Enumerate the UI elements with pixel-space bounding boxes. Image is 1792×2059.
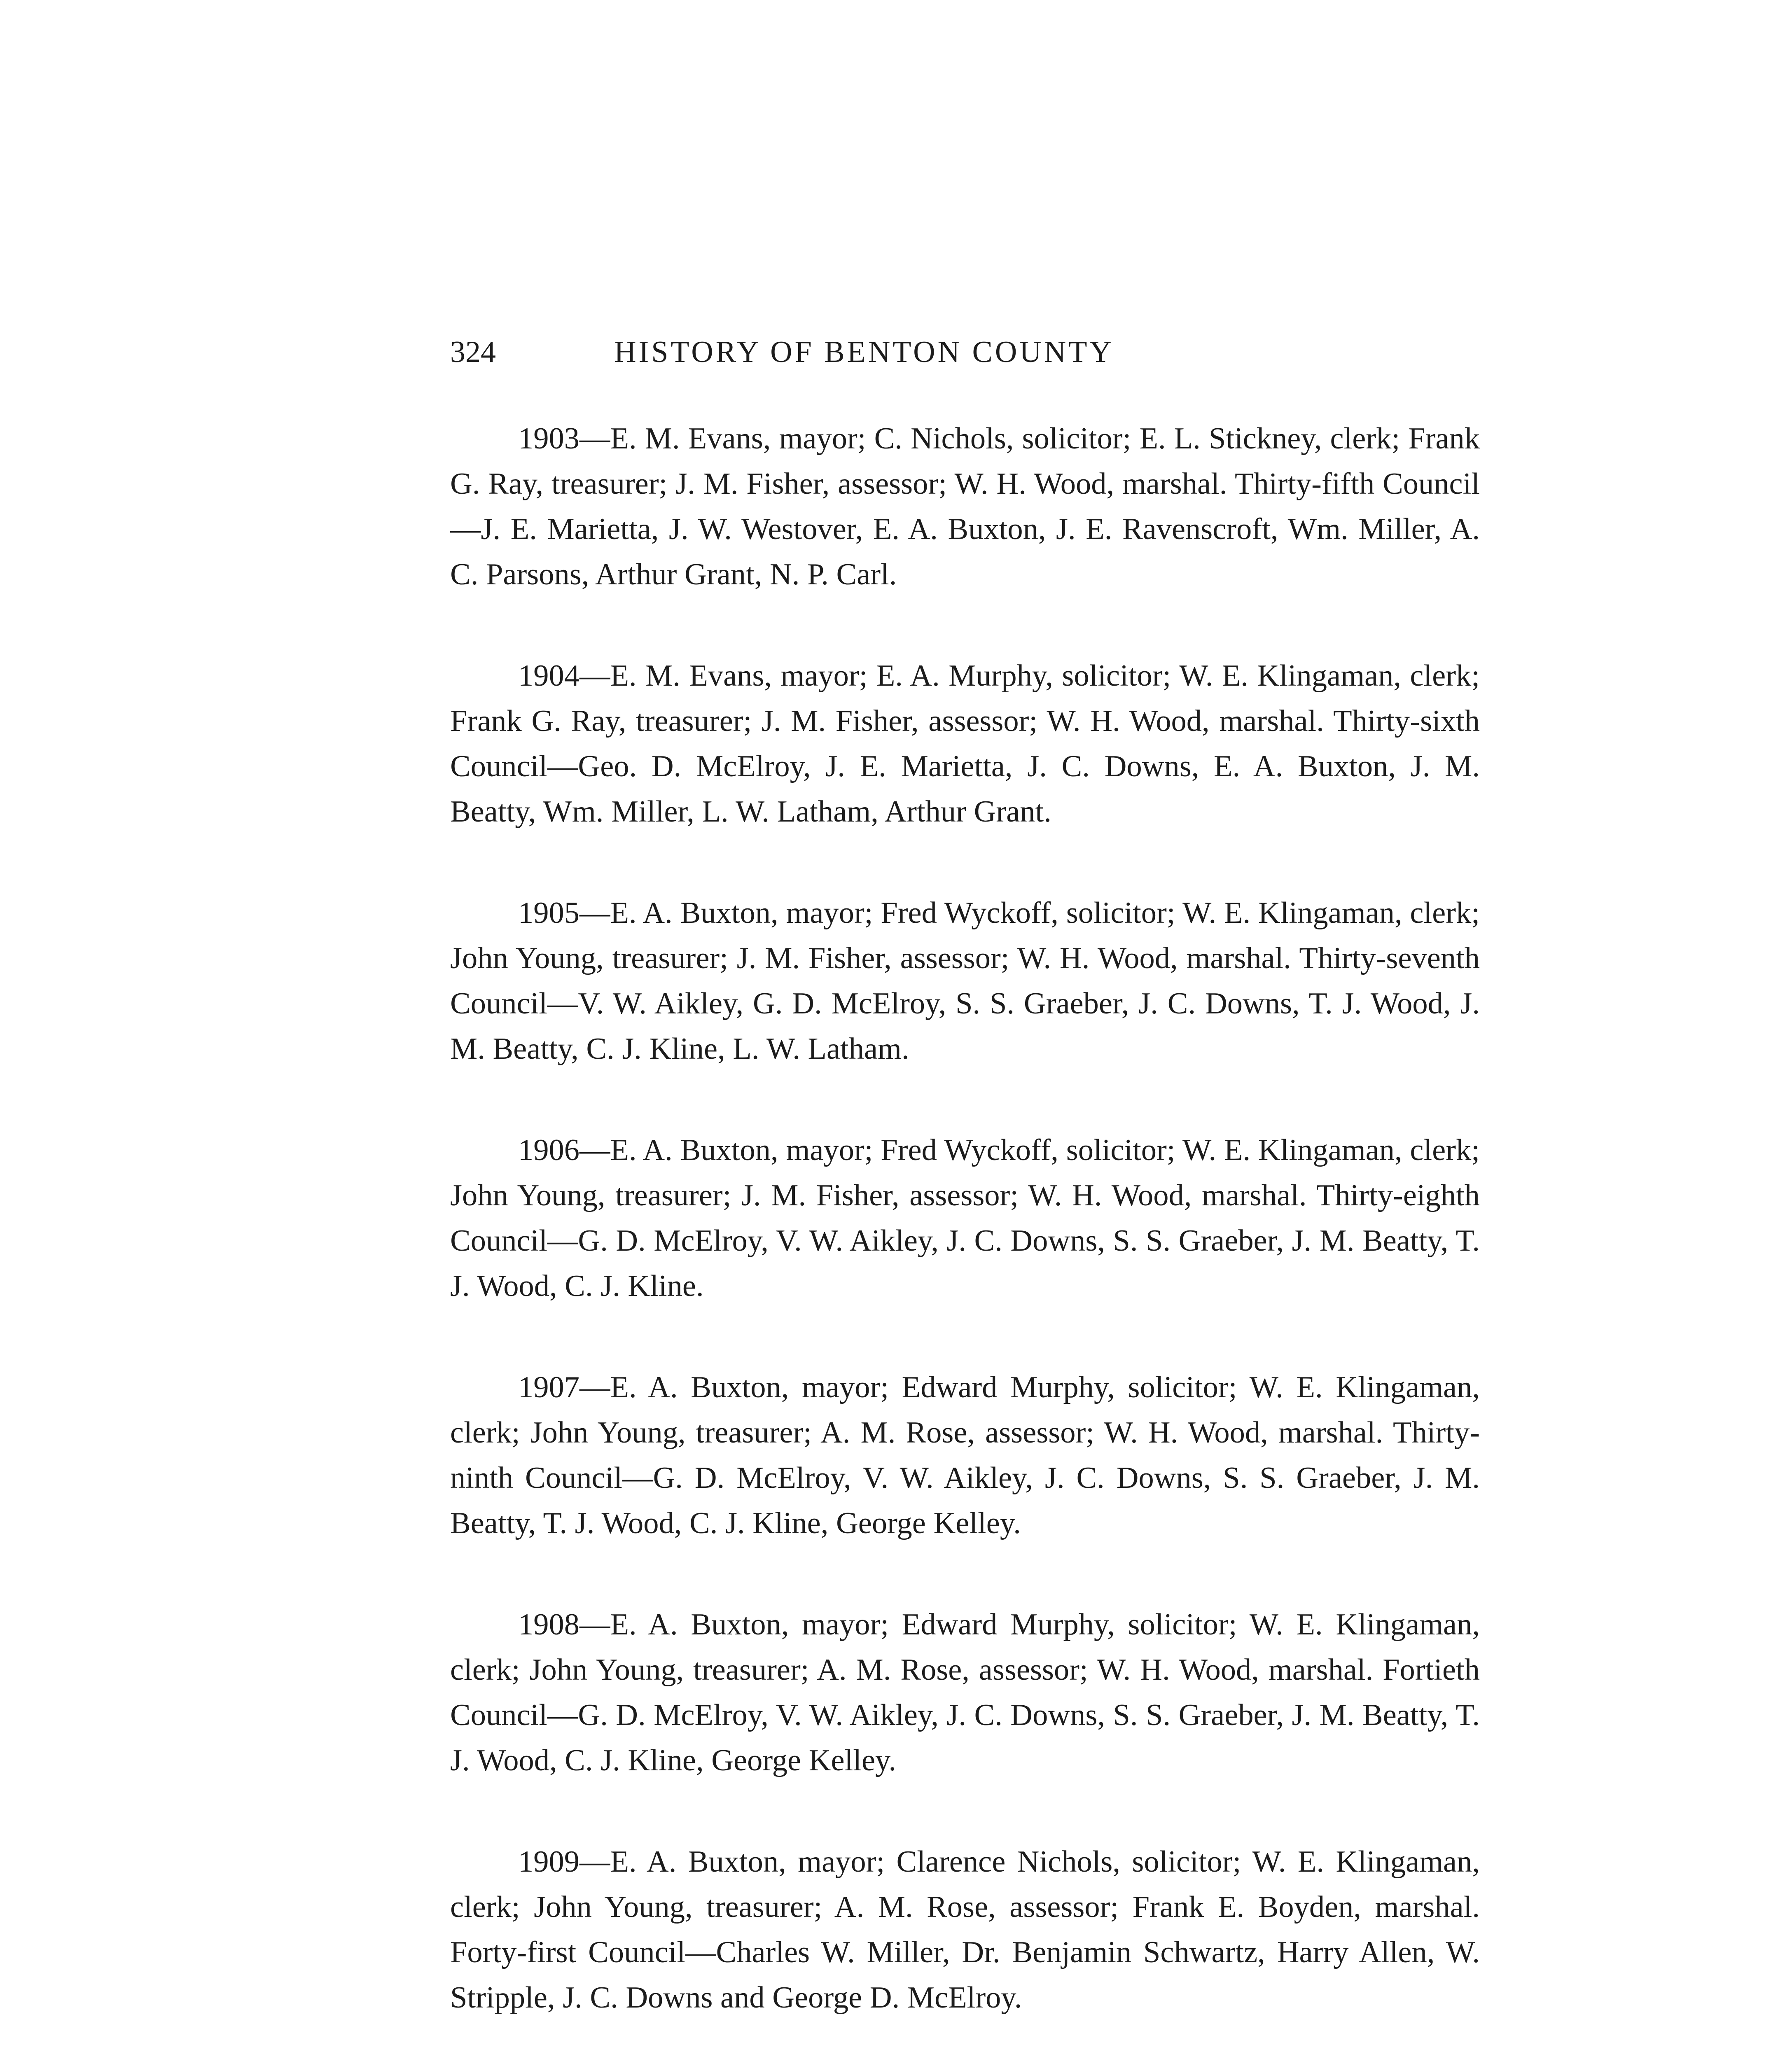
page-number: 324 — [450, 335, 496, 369]
running-head: HISTORY OF BENTON COUNTY — [614, 335, 1114, 369]
entry-1904: 1904—E. M. Evans, mayor; E. A. Murphy, solicitor; W. E. Klingaman, clerk; Frank G. Ray, treasurer; J. M. Fisher, assessor; W. H. Wood, marshal. Thirty-sixth Council—Geo. D. McElroy, J. E. Marietta, J. C. Downs, E. A. Buxton, J. M. Beatty, Wm. Miller, L. W. Latham, Arthur Grant. — [450, 659, 1480, 829]
entry-1905: 1905—E. A. Buxton, mayor; Fred Wyckoff, solicitor; W. E. Klingaman, clerk; John Young, treasurer; J. M. Fisher, assessor; W. H. Wood, marshal. Thirty-seventh Council—V. W. Aikley, G. D. McElroy, S. S. Graeber, J. C. Downs, T. J. Wood, J. M. Beatty, C. J. Kline, L. W. Latham. — [450, 896, 1480, 1066]
entry-1907: 1907—E. A. Buxton, mayor; Edward Murphy, solicitor; W. E. Klingaman, clerk; John Young, treasurer; A. M. Rose, assessor; W. H. Wood, marshal. Thirty-ninth Council—G. D. McElroy, V. W. Aikley, J. C. Downs, S. S. Graeber, J. M. Beatty, T. J. Wood, C. J. Kline, George Kelley. — [450, 1370, 1480, 1540]
page-body — [450, 416, 1480, 2020]
entry-1909: 1909—E. A. Buxton, mayor; Clarence Nichols, solicitor; W. E. Klingaman, clerk; John Young, treasurer; A. M. Rose, assessor; Frank E. Boyden, marshal. Forty-first Council—Charles W. Miller, Dr. Benjamin Schwartz, Harry Allen, W. Stripple, J. C. Downs and George D. McElroy. — [450, 1845, 1480, 2015]
entry-1906: 1906—E. A. Buxton, mayor; Fred Wyckoff, solicitor; W. E. Klingaman, clerk; John Young, treasurer; J. M. Fisher, assessor; W. H. Wood, marshal. Thirty-eighth Council—G. D. McElroy, V. W. Aikley, J. C. Downs, S. S. Graeber, J. M. Beatty, T. J. Wood, C. J. Kline. — [450, 1133, 1480, 1303]
entry-1908: 1908—E. A. Buxton, mayor; Edward Murphy, solicitor; W. E. Klingaman, clerk; John Young, treasurer; A. M. Rose, assessor; W. H. Wood, marshal. Fortieth Council—G. D. McElroy, V. W. Aikley, J. C. Downs, S. S. Graeber, J. M. Beatty, T. J. Wood, C. J. Kline, George Kelley. — [450, 1608, 1480, 1777]
page-header — [450, 329, 1278, 375]
entry-1903: 1903—E. M. Evans, mayor; C. Nichols, solicitor; E. L. Stickney, clerk; Frank G. Ray, treasurer; J. M. Fisher, assessor; W. H. Wood, marshal. Thirty-fifth Council—J. E. Marietta, J. W. Westover, E. A. Buxton, J. E. Ravenscroft, Wm. Miller, A. C. Parsons, Arthur Grant, N. P. Carl. — [450, 422, 1480, 591]
